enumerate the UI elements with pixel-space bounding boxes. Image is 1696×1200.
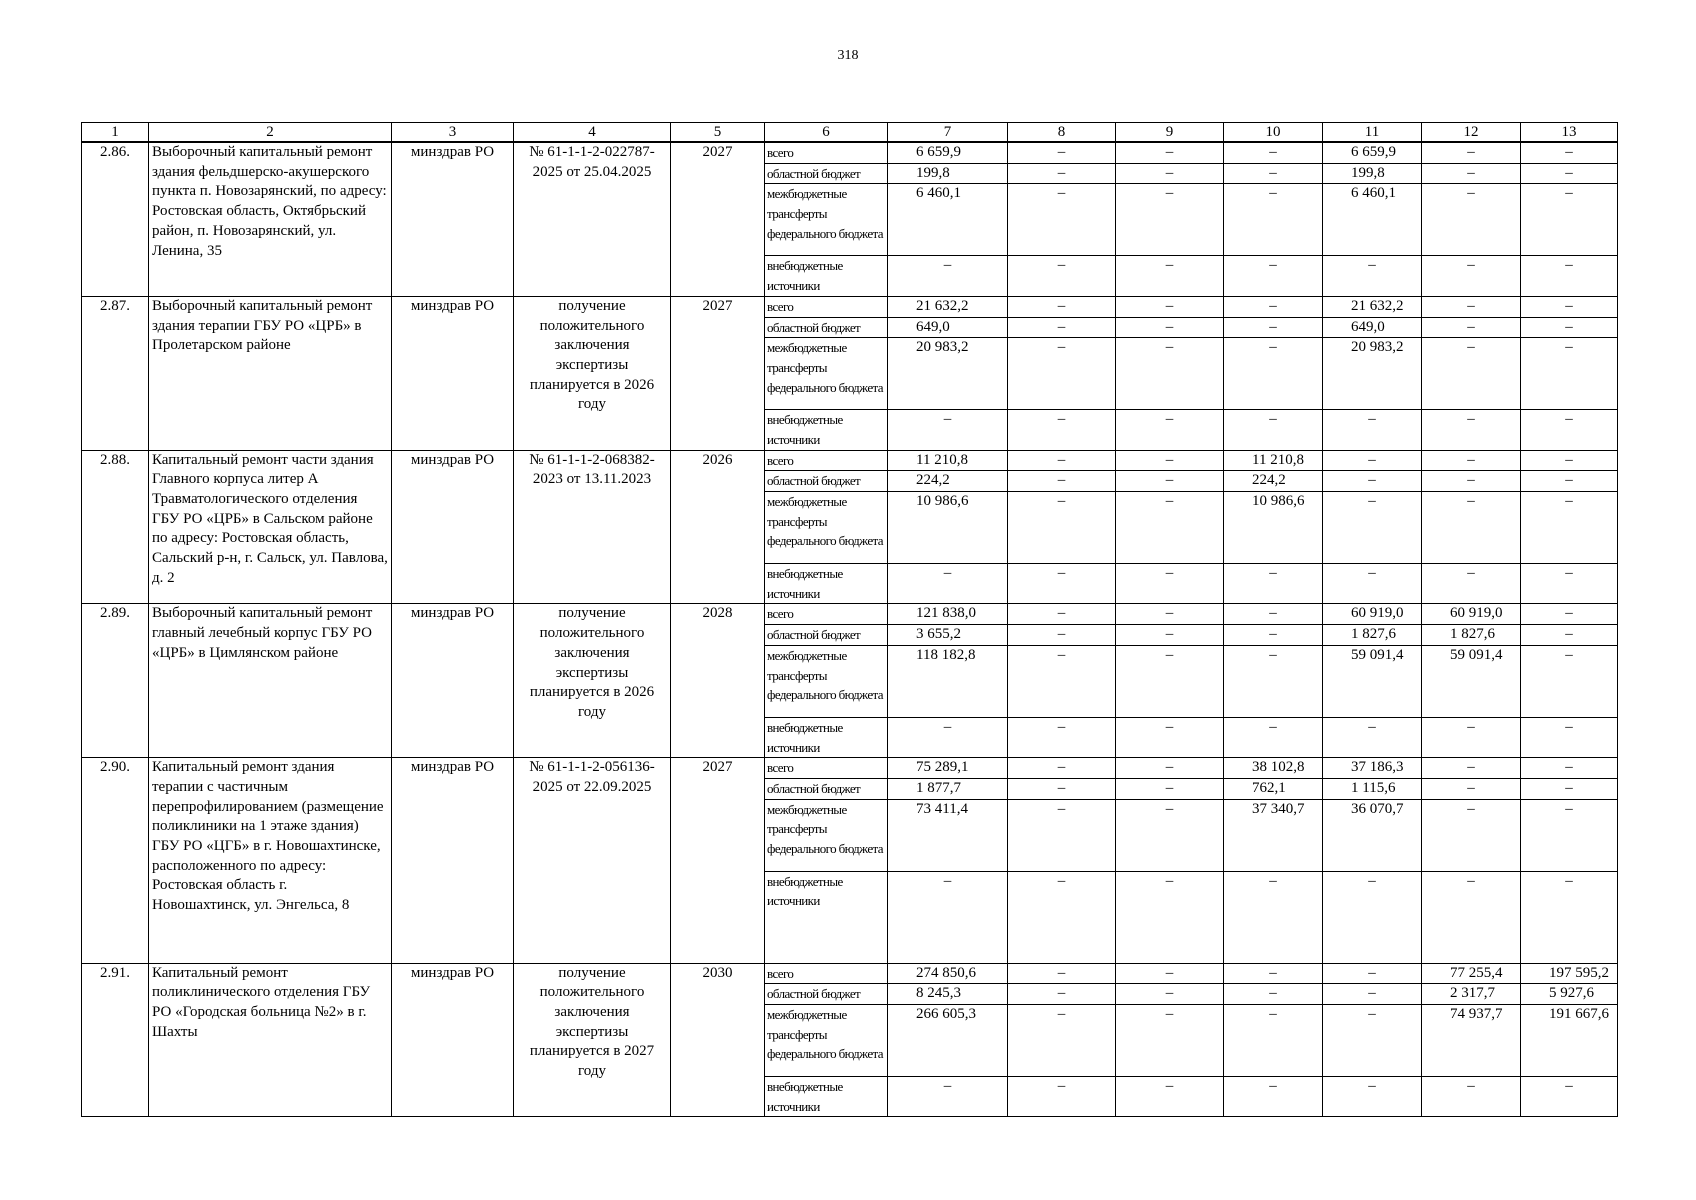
amount-cell: – [1224,564,1323,604]
amount-cell: – [1008,564,1116,604]
column-header: 3 [392,123,514,143]
amount-cell: – [1008,963,1116,984]
funding-source: внебюджетные источники [765,871,888,963]
column-header: 8 [1008,123,1116,143]
amount-cell: – [1521,338,1618,410]
item-number: 2.87. [82,296,149,450]
amount-cell: – [1116,256,1224,296]
amount-cell: – [1008,984,1116,1005]
object-name: Выборочный капитальный ремонт здания фельдшерско-акушерского пункта п. Новозарянский, по адресу: Ростовская область, Октябрьский район, п. Новозарянский, ул. Ленина, 35 [149,142,392,296]
amount-cell: 21 632,2 [1323,296,1422,317]
amount-cell: – [1323,471,1422,492]
amount-cell: – [1224,604,1323,625]
executor: минздрав РО [392,142,514,296]
object-name: Капитальный ремонт поликлинического отделения ГБУ РО «Городская больница №2» в г. Шахты [149,963,392,1117]
amount-cell: – [1224,1077,1323,1117]
funding-source: межбюджетные трансферты федерального бюджета [765,799,888,871]
amount-cell: – [1116,984,1224,1005]
funding-source: областной бюджет [765,625,888,646]
amount-cell: – [1116,625,1224,646]
funding-source: межбюджетные трансферты федерального бюджета [765,184,888,256]
funding-source: всего [765,296,888,317]
executor: минздрав РО [392,963,514,1117]
executor: минздрав РО [392,450,514,604]
amount-cell: – [1116,184,1224,256]
amount-cell: – [1008,184,1116,256]
funding-source: внебюджетные источники [765,717,888,757]
amount-cell: – [1521,450,1618,471]
amount-cell: – [1521,317,1618,338]
amount-cell: – [1323,984,1422,1005]
amount-cell: – [1008,758,1116,779]
amount-cell: – [1521,492,1618,564]
completion-year: 2027 [671,758,765,963]
amount-cell: – [1422,142,1521,163]
funding-source: межбюджетные трансферты федерального бюджета [765,492,888,564]
column-header: 6 [765,123,888,143]
amount-cell: – [1116,604,1224,625]
column-header: 11 [1323,123,1422,143]
amount-cell: – [888,410,1008,450]
amount-cell: – [1521,717,1618,757]
amount-cell: – [1224,256,1323,296]
amount-cell: 21 632,2 [888,296,1008,317]
funding-source: межбюджетные трансферты федерального бюджета [765,338,888,410]
amount-cell: 199,8 [888,163,1008,184]
amount-cell: 274 850,6 [888,963,1008,984]
amount-cell: 649,0 [1323,317,1422,338]
amount-cell: – [1008,296,1116,317]
amount-cell: – [1008,338,1116,410]
amount-cell: – [1521,645,1618,717]
amount-cell: – [1008,410,1116,450]
amount-cell: – [1116,799,1224,871]
page-number: 318 [837,48,859,63]
funding-source: межбюджетные трансферты федерального бюджета [765,645,888,717]
amount-cell: – [1008,871,1116,963]
amount-cell: – [1116,296,1224,317]
amount-cell: – [1116,758,1224,779]
amount-cell: – [1521,564,1618,604]
amount-cell: – [1008,317,1116,338]
expertise-doc: получение положительного заключения экспертизы планируется в 2026 году [514,604,671,758]
amount-cell: – [1521,410,1618,450]
financing-table [81,122,1618,1117]
object-name: Выборочный капитальный ремонт здания терапии ГБУ РО «ЦРБ» в Пролетарском районе [149,296,392,450]
funding-source: областной бюджет [765,778,888,799]
amount-cell: – [1116,163,1224,184]
amount-cell: – [1323,256,1422,296]
amount-cell: 1 827,6 [1422,625,1521,646]
item-number: 2.90. [82,758,149,963]
amount-cell: – [1422,492,1521,564]
table-row [82,142,1618,163]
amount-cell: – [1116,717,1224,757]
amount-cell: – [1422,799,1521,871]
amount-cell: 2 317,7 [1422,984,1521,1005]
amount-cell: – [1224,984,1323,1005]
amount-cell: – [1008,492,1116,564]
expertise-doc: получение положительного заключения экспертизы планируется в 2027 году [514,963,671,1117]
amount-cell: 199,8 [1323,163,1422,184]
amount-cell: 5 927,6 [1521,984,1618,1005]
amount-cell: 191 667,6 [1521,1005,1618,1077]
amount-cell: 6 460,1 [1323,184,1422,256]
expertise-doc: получение положительного заключения экспертизы планируется в 2026 году [514,296,671,450]
column-header: 12 [1422,123,1521,143]
funding-source: внебюджетные источники [765,410,888,450]
amount-cell: – [888,256,1008,296]
funding-source: всего [765,450,888,471]
amount-cell: – [1422,778,1521,799]
amount-cell: – [1008,142,1116,163]
amount-cell: – [1323,1005,1422,1077]
amount-cell: 77 255,4 [1422,963,1521,984]
amount-cell: 118 182,8 [888,645,1008,717]
executor: минздрав РО [392,758,514,963]
amount-cell: – [888,564,1008,604]
amount-cell: – [1116,645,1224,717]
amount-cell: – [1116,1077,1224,1117]
table-row [82,450,1618,471]
amount-cell: – [1521,256,1618,296]
completion-year: 2027 [671,296,765,450]
amount-cell: – [1323,410,1422,450]
amount-cell: 37 186,3 [1323,758,1422,779]
object-name: Капитальный ремонт части здания Главного корпуса литер А Травматологического отделения ГБУ РО «ЦРБ» в Сальском районе по адресу: Ростовская область, Сальский р-н, г. Сальск, ул. Павлова, д. 2 [149,450,392,604]
amount-cell: – [1008,799,1116,871]
amount-cell: – [1422,338,1521,410]
table-row [82,758,1618,779]
amount-cell: – [1521,296,1618,317]
amount-cell: – [1116,564,1224,604]
amount-cell: 38 102,8 [1224,758,1323,779]
column-header: 9 [1116,123,1224,143]
amount-cell: 3 655,2 [888,625,1008,646]
amount-cell: – [1224,410,1323,450]
funding-source: внебюджетные источники [765,256,888,296]
table-row [82,963,1618,984]
funding-source: областной бюджет [765,984,888,1005]
table-header-row [82,123,1618,143]
funding-source: внебюджетные источники [765,1077,888,1117]
amount-cell: – [888,717,1008,757]
table-row [82,296,1618,317]
completion-year: 2026 [671,450,765,604]
amount-cell: – [1422,1077,1521,1117]
amount-cell: 10 986,6 [888,492,1008,564]
amount-cell: – [1422,717,1521,757]
amount-cell: 11 210,8 [1224,450,1323,471]
column-header: 13 [1521,123,1618,143]
amount-cell: – [1521,778,1618,799]
amount-cell: – [888,871,1008,963]
amount-cell: – [1008,471,1116,492]
amount-cell: – [1116,963,1224,984]
amount-cell: – [1422,471,1521,492]
amount-cell: – [1422,296,1521,317]
object-name: Выборочный капитальный ремонт главный лечебный корпус ГБУ РО «ЦРБ» в Цимлянском районе [149,604,392,758]
amount-cell: 11 210,8 [888,450,1008,471]
amount-cell: 8 245,3 [888,984,1008,1005]
amount-cell: – [1008,450,1116,471]
amount-cell: – [1008,717,1116,757]
amount-cell: 1 115,6 [1323,778,1422,799]
column-header: 10 [1224,123,1323,143]
amount-cell: – [1116,450,1224,471]
amount-cell: – [1422,256,1521,296]
amount-cell: – [1521,871,1618,963]
amount-cell: – [1116,471,1224,492]
amount-cell: 1 877,7 [888,778,1008,799]
funding-source: внебюджетные источники [765,564,888,604]
funding-source: всего [765,604,888,625]
completion-year: 2030 [671,963,765,1117]
amount-cell: – [1224,296,1323,317]
expertise-doc: № 61-1-1-2-068382-2023 от 13.11.2023 [514,450,671,604]
amount-cell: – [1224,1005,1323,1077]
amount-cell: – [1521,799,1618,871]
column-header: 5 [671,123,765,143]
amount-cell: – [1224,163,1323,184]
amount-cell: – [1116,871,1224,963]
amount-cell: – [1008,163,1116,184]
funding-source: межбюджетные трансферты федерального бюджета [765,1005,888,1077]
amount-cell: 36 070,7 [1323,799,1422,871]
amount-cell: – [1521,471,1618,492]
expertise-doc: № 61-1-1-2-056136-2025 от 22.09.2025 [514,758,671,963]
executor: минздрав РО [392,604,514,758]
amount-cell: 6 659,9 [888,142,1008,163]
funding-source: всего [765,963,888,984]
amount-cell: – [1521,758,1618,779]
table-row [82,604,1618,625]
funding-source: областной бюджет [765,471,888,492]
amount-cell: – [1008,256,1116,296]
amount-cell: – [1008,778,1116,799]
amount-cell: – [888,1077,1008,1117]
amount-cell: 6 460,1 [888,184,1008,256]
amount-cell: 762,1 [1224,778,1323,799]
amount-cell: – [1323,963,1422,984]
amount-cell: – [1323,871,1422,963]
amount-cell: – [1116,410,1224,450]
amount-cell: – [1422,450,1521,471]
amount-cell: – [1422,410,1521,450]
funding-source: областной бюджет [765,163,888,184]
funding-source: всего [765,758,888,779]
amount-cell: – [1422,871,1521,963]
amount-cell: – [1521,625,1618,646]
amount-cell: – [1224,184,1323,256]
completion-year: 2027 [671,142,765,296]
amount-cell: – [1116,317,1224,338]
amount-cell: 6 659,9 [1323,142,1422,163]
item-number: 2.91. [82,963,149,1117]
completion-year: 2028 [671,604,765,758]
amount-cell: – [1323,717,1422,757]
amount-cell: 649,0 [888,317,1008,338]
amount-cell: – [1422,564,1521,604]
amount-cell: – [1116,142,1224,163]
amount-cell: 73 411,4 [888,799,1008,871]
amount-cell: – [1521,163,1618,184]
column-header: 1 [82,123,149,143]
item-number: 2.86. [82,142,149,296]
amount-cell: – [1008,1005,1116,1077]
amount-cell: 74 937,7 [1422,1005,1521,1077]
amount-cell: 1 827,6 [1323,625,1422,646]
amount-cell: 10 986,6 [1224,492,1323,564]
expertise-doc: № 61-1-1-2-022787-2025 от 25.04.2025 [514,142,671,296]
amount-cell: 121 838,0 [888,604,1008,625]
amount-cell: – [1116,492,1224,564]
item-number: 2.89. [82,604,149,758]
amount-cell: – [1008,645,1116,717]
amount-cell: – [1422,317,1521,338]
amount-cell: 197 595,2 [1521,963,1618,984]
amount-cell: – [1422,163,1521,184]
column-header: 7 [888,123,1008,143]
object-name: Капитальный ремонт здания терапии с частичным перепрофилированием (размещение поликлиники на 1 этаже здания) ГБУ РО «ЦГБ» в г. Новошахтинске, расположенного по адресу: Ростовская область г. Новошахтинск, ул. Энгельса, 8 [149,758,392,963]
column-header: 4 [514,123,671,143]
amount-cell: – [1521,604,1618,625]
amount-cell: – [1422,758,1521,779]
amount-cell: 59 091,4 [1323,645,1422,717]
amount-cell: – [1008,625,1116,646]
funding-source: всего [765,142,888,163]
amount-cell: – [1224,717,1323,757]
amount-cell: 20 983,2 [1323,338,1422,410]
amount-cell: – [1323,1077,1422,1117]
amount-cell: 37 340,7 [1224,799,1323,871]
amount-cell: – [1323,492,1422,564]
item-number: 2.88. [82,450,149,604]
amount-cell: – [1224,625,1323,646]
amount-cell: – [1008,1077,1116,1117]
amount-cell: 266 605,3 [888,1005,1008,1077]
amount-cell: – [1224,645,1323,717]
amount-cell: – [1116,338,1224,410]
amount-cell: – [1521,142,1618,163]
amount-cell: – [1323,564,1422,604]
amount-cell: – [1008,604,1116,625]
amount-cell: 60 919,0 [1323,604,1422,625]
amount-cell: 60 919,0 [1422,604,1521,625]
amount-cell: – [1116,778,1224,799]
amount-cell: 224,2 [888,471,1008,492]
amount-cell: – [1224,142,1323,163]
amount-cell: – [1224,963,1323,984]
amount-cell: – [1116,1005,1224,1077]
amount-cell: 75 289,1 [888,758,1008,779]
amount-cell: – [1224,871,1323,963]
executor: минздрав РО [392,296,514,450]
amount-cell: 224,2 [1224,471,1323,492]
amount-cell: – [1224,338,1323,410]
amount-cell: – [1323,450,1422,471]
amount-cell: – [1224,317,1323,338]
amount-cell: 20 983,2 [888,338,1008,410]
amount-cell: – [1422,184,1521,256]
amount-cell: – [1521,1077,1618,1117]
funding-source: областной бюджет [765,317,888,338]
column-header: 2 [149,123,392,143]
amount-cell: 59 091,4 [1422,645,1521,717]
amount-cell: – [1521,184,1618,256]
